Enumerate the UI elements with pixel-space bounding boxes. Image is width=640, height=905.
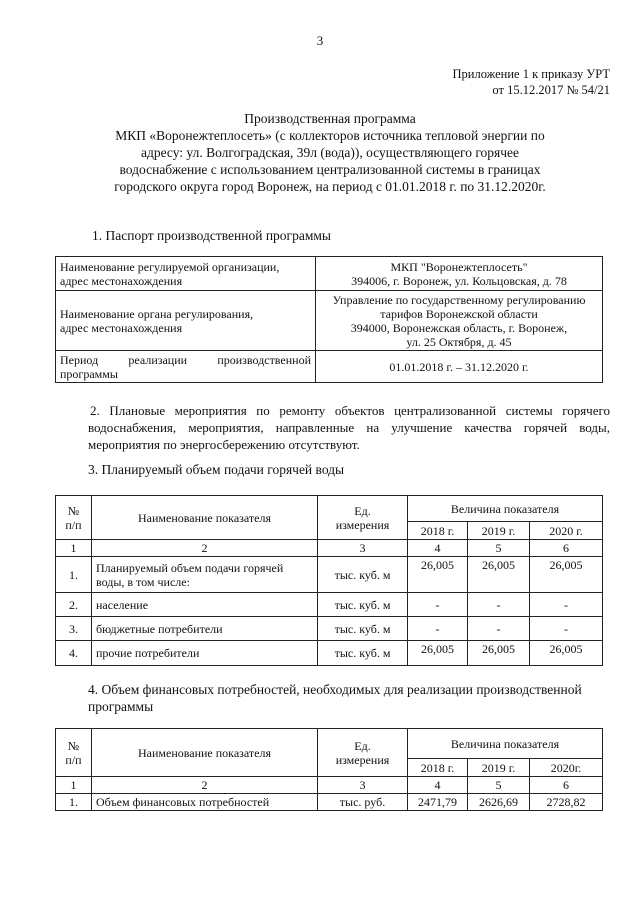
header-year: 2019 г. <box>468 522 530 540</box>
passport-value-cell <box>316 257 603 291</box>
index-cell: 1 <box>56 540 92 557</box>
row-value: 2728,82 <box>530 794 603 811</box>
passport-label-justified <box>60 353 311 367</box>
header-num-line: п/п <box>65 752 82 767</box>
title-line-1: Производственная программа <box>244 111 416 126</box>
row-unit: тыс. руб. <box>318 794 408 811</box>
appendix-line-2: от 15.12.2017 № 54/21 <box>492 83 610 97</box>
header-unit-line: измерения <box>335 517 390 532</box>
appendix-reference <box>453 66 611 98</box>
passport-label-cell <box>56 291 316 351</box>
header-value: Величина показателя <box>408 496 603 522</box>
passport-label-word: реализации <box>128 352 188 367</box>
row-value: - <box>408 617 468 641</box>
table-index-row <box>56 777 603 794</box>
row-value: - <box>408 593 468 617</box>
header-num <box>56 729 92 777</box>
passport-label: Наименование органа регулирования, <box>60 306 254 321</box>
passport-value: 394006, г. Воронеж, ул. Кольцовская, д. 78 <box>351 273 567 288</box>
section-3-heading: 3. Планируемый объем подачи горячей воды <box>88 462 345 477</box>
header-unit-line: Ед. <box>354 503 371 518</box>
row-value: - <box>530 617 603 641</box>
row-num: 2. <box>56 593 92 617</box>
row-name: прочие потребители <box>92 641 318 666</box>
index-cell: 5 <box>468 777 530 794</box>
passport-value: 01.01.2018 г. – 31.12.2020 г. <box>389 359 529 374</box>
header-num-line: № <box>67 738 80 753</box>
passport-value-cell <box>316 351 603 383</box>
header-year: 2020 г. <box>530 522 603 540</box>
row-value: 26,005 <box>530 641 603 666</box>
table-header-row <box>56 729 603 759</box>
title-line-3: адресу: ул. Волгоградская, 39л (вода)), осуществляющего горячее <box>140 145 520 160</box>
header-unit <box>318 496 408 540</box>
row-value: - <box>468 593 530 617</box>
row-num: 3. <box>56 617 92 641</box>
header-name: Наименование показателя <box>92 496 318 540</box>
index-cell: 4 <box>408 777 468 794</box>
section-2-text: 2. Плановые мероприятия по ремонту объектов централизованной системы горячего водоснабжения, мероприятия, направленные на улучшение качества горячей воды, мероприятия по энергосбережению отсутствуют. <box>88 403 610 452</box>
index-cell: 6 <box>530 777 603 794</box>
table-row <box>56 794 603 811</box>
title-line-5: городского округа город Воронеж, на период с 01.01.2018 г. по 31.12.2020г. <box>114 179 546 194</box>
row-value: - <box>468 617 530 641</box>
row-name: население <box>92 593 318 617</box>
table-row <box>56 617 603 641</box>
index-cell: 6 <box>530 540 603 557</box>
row-value: - <box>530 593 603 617</box>
header-unit-line: измерения <box>335 752 390 767</box>
document-title <box>60 110 600 195</box>
header-year: 2018 г. <box>408 759 468 777</box>
table-row <box>56 351 603 383</box>
header-name: Наименование показателя <box>92 729 318 777</box>
passport-label: адрес местонахождения <box>60 320 183 335</box>
row-unit: тыс. куб. м <box>318 617 408 641</box>
passport-label: Наименование регулируемой организации, <box>60 259 280 274</box>
appendix-line-1: Приложение 1 к приказу УРТ <box>452 67 610 81</box>
row-value: 26,005 <box>408 557 468 593</box>
table-row <box>56 291 603 351</box>
header-year: 2019 г. <box>468 759 530 777</box>
row-num: 1. <box>56 557 92 593</box>
title-line-4: водоснабжение с использованием централизованной системы в границах <box>119 162 541 177</box>
table-header-row <box>56 496 603 522</box>
passport-value: Управление по государственному регулированию <box>332 292 586 307</box>
passport-label: адрес местонахождения <box>60 273 183 288</box>
index-cell: 5 <box>468 540 530 557</box>
header-value: Величина показателя <box>408 729 603 759</box>
table-index-row <box>56 540 603 557</box>
index-cell: 3 <box>318 540 408 557</box>
row-num: 1. <box>56 794 92 811</box>
header-unit-line: Ед. <box>354 738 371 753</box>
row-value: 2471,79 <box>408 794 468 811</box>
header-num-line: п/п <box>65 517 82 532</box>
passport-table <box>55 256 603 383</box>
section-1-heading: 1. Паспорт производственной программы <box>92 228 331 243</box>
index-cell: 2 <box>92 540 318 557</box>
index-cell: 3 <box>318 777 408 794</box>
index-cell: 2 <box>92 777 318 794</box>
row-unit: тыс. куб. м <box>318 641 408 666</box>
passport-value-cell <box>316 291 603 351</box>
passport-value: тарифов Воронежской области <box>380 306 538 321</box>
passport-value: МКП "Воронежтеплосеть" <box>390 259 528 274</box>
row-value: 2626,69 <box>468 794 530 811</box>
row-name: Объем финансовых потребностей <box>92 794 318 811</box>
table-row <box>56 641 603 666</box>
table-row <box>56 593 603 617</box>
passport-label-word: Период <box>60 352 99 367</box>
table-row <box>56 557 603 593</box>
row-name: бюджетные потребители <box>92 617 318 641</box>
table-row <box>56 257 603 291</box>
row-value: 26,005 <box>468 641 530 666</box>
passport-value: ул. 25 Октября, д. 45 <box>406 334 512 349</box>
passport-label-cell <box>56 257 316 291</box>
passport-label: программы <box>60 366 118 381</box>
row-unit: тыс. куб. м <box>318 557 408 593</box>
row-name: Планируемый объем подачи горячей воды, в том числе: <box>92 557 318 593</box>
passport-label-cell <box>56 351 316 383</box>
section-4-heading: 4. Объем финансовых потребностей, необходимых для реализации производственной программы <box>88 682 582 714</box>
passport-label-word: производственной <box>217 352 311 367</box>
header-year: 2018 г. <box>408 522 468 540</box>
row-value: 26,005 <box>468 557 530 593</box>
row-value: 26,005 <box>408 641 468 666</box>
water-supply-table <box>55 495 603 666</box>
index-cell: 4 <box>408 540 468 557</box>
passport-value: 394000, Воронежская область, г. Воронеж, <box>350 320 568 335</box>
row-unit: тыс. куб. м <box>318 593 408 617</box>
header-num-line: № <box>67 503 80 518</box>
index-cell: 1 <box>56 777 92 794</box>
header-year: 2020г. <box>530 759 603 777</box>
header-num <box>56 496 92 540</box>
title-line-2: МКП «Воронежтеплосеть» (с коллекторов источника тепловой энергии по <box>115 128 545 143</box>
page-number: 3 <box>316 33 324 48</box>
row-value: 26,005 <box>530 557 603 593</box>
row-num: 4. <box>56 641 92 666</box>
financial-needs-table <box>55 728 603 811</box>
header-unit <box>318 729 408 777</box>
